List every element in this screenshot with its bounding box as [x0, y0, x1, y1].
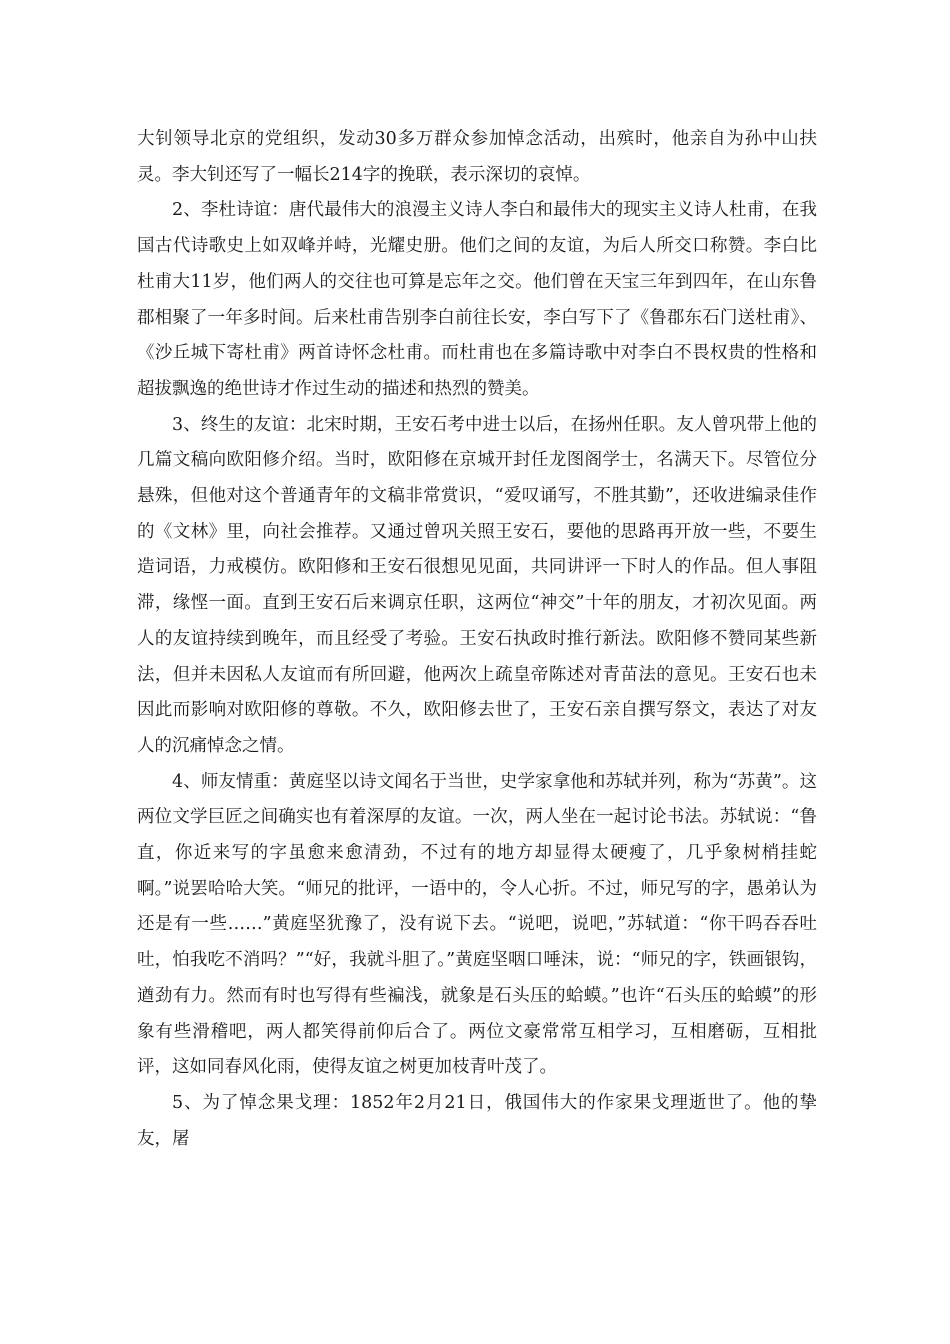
paragraph-continuation: 大钊领导北京的党组织，发动30多万群众参加悼念活动，出殡时，他亲自为孙中山扶灵。李大钊还写了一幅长214字的挽联，表示深切的哀悼。	[137, 129, 817, 185]
paragraph-gogol: 5、为了悼念果戈理：1852年2月21日，俄国伟大的作家果戈理逝世了。他的挚友，屠	[137, 1092, 817, 1149]
paragraph-teacher-friend: 4、师友情重：黄庭坚以诗文闻名于当世，史学家拿他和苏轼并列，称为“苏黄”。这两位文学巨匠之间确实也有着深厚的友谊。一次，两人坐在一起讨论书法。苏轼说：“鲁直，你近来写的字虽愈来愈清劲，不过有的地方却显得太硬瘦了，几乎象树梢挂蛇啊。”说罢哈哈大笑。“师兄的批评，一语中的，令人心折。不过，师兄写的字，愚弟认为还是有一些……”黄庭坚犹豫了，没有说下去。“说吧，说吧，”苏轼道：“你干吗吞吞吐吐，怕我吃不消吗？”“好，我就斗胆了。”黄庭坚咽口唾沫，说：“师兄的字，铁画银钩，遒劲有力。然而有时也写得有些褊浅，就象是石头压的蛤蟆。”也许“石头压的蛤蟆”的形象有些滑稽吧，两人都笑得前仰后合了。两位文豪常常互相学习，互相磨砺，互相批评，这如同春风化雨，使得友谊之树更加枝青叶茂了。	[137, 771, 817, 1078]
paragraph-lifelong-friendship: 3、终生的友谊：北宋时期，王安石考中进士以后，在扬州任职。友人曾巩带上他的几篇文稿向欧阳修介绍。当时，欧阳修在京城开封任龙图阁学士，名满天下。尽管位分悬殊，但他对这个普通青年的文稿非常赏识，“爱叹诵写，不胜其勤”，还收进编录佳作的《文林》里，向社会推荐。又通过曾巩关照王安石，要他的思路再开放一些，不要生造词语，力戒模仿。欧阳修和王安石很想见见面，共同讲评一下时人的作品。但人事阻滞，缘悭一面。直到王安石后来调京任职，这两位“神交”十年的朋友，才初次见面。两人的友谊持续到晚年，而且经受了考验。王安石执政时推行新法。欧阳修不赞同某些新法，但并未因私人友谊而有所回避，他两次上疏皇帝陈述对青苗法的意见。王安石也未因此而影响对欧阳修的尊敬。不久，欧阳修去世了，王安石亲自撰写祭文，表达了对友人的沉痛悼念之情。	[137, 414, 817, 756]
body-text	[137, 122, 817, 1157]
paragraph-li-du-friendship: 2、李杜诗谊：唐代最伟大的浪漫主义诗人李白和最伟大的现实主义诗人杜甫，在我国古代诗歌史上如双峰并峙，光耀史册。他们之间的友谊，为后人所交口称赞。李白比杜甫大11岁，他们两人的交往也可算是忘年之交。他们曾在天宝三年到四年，在山东鲁郡相聚了一年多时间。后来杜甫告别李白前往长安，李白写下了《鲁郡东石门送杜甫》、《沙丘城下寄杜甫》两首诗怀念杜甫。而杜甫也在多篇诗歌中对李白不畏权贵的性格和超拔飘逸的绝世诗才作过生动的描述和热烈的赞美。	[137, 200, 817, 399]
